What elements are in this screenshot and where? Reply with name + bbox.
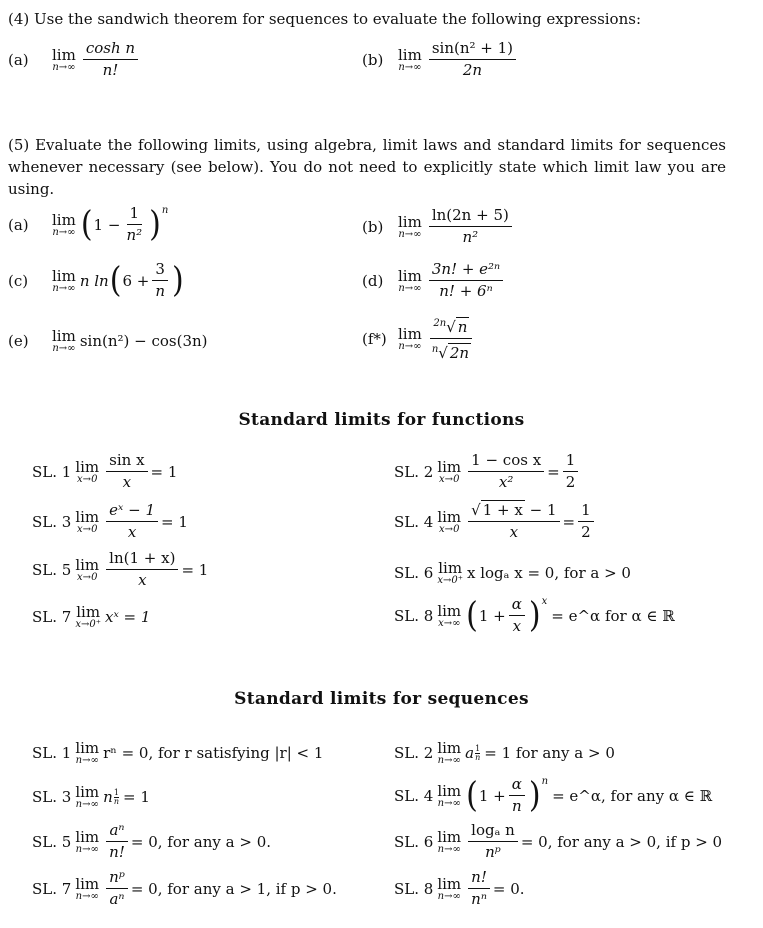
q5-part-d: (d) lim n→∞ $\frac{\text{3n! + e²ⁿ}}{\text{n! + 6ⁿ}}$ [362, 261, 506, 300]
fn-sl8: SL. 8 lim x→∞ ( 1 + $\frac{\alpha}{x}$ ) $^x$ = e^α for α ∈ ℝ [394, 594, 675, 636]
fn-sl5: SL. 5 lim x→0 $\frac{\ln(1 + x)}{x}$ = 1 [32, 549, 209, 589]
q5-intro: (5) Evaluate the following limits, using algebra, limit laws and standard limits for sequences whenever necessary (see below). You do not need to explicitly state which limit law you are using. [8, 136, 726, 198]
fn-sl3: SL. 3 lim x→0 $\frac{\text{eˣ − 1}}{x}$ = 1 [32, 501, 188, 541]
fn-sl6: SL. 6 lim x→0⁺ x logₐ x = 0, for a > 0 [394, 559, 631, 586]
fn-sl2: SL. 2 lim x→0 $\frac{\text{1 − cos x}}{\text{x²}}$ = $\frac{1}{2}$ [394, 452, 581, 491]
q4-part-a: (a) lim n→∞ $\frac{\text{cosh n}}{n!}$ [8, 40, 141, 79]
q5-part-a: (a) lim n→∞ ( 1 − $\frac{1}{\text{n²}}$ ) $^n$ [8, 203, 169, 245]
q5-part-f: (f*) lim n→∞ $\frac{^{2n}√ n}{^n√ 2n}$ [362, 315, 477, 362]
sequences-title: Standard limits for sequences [234, 689, 529, 709]
functions-title: Standard limits for functions [238, 410, 525, 430]
seq-sl5: SL. 5 lim n→∞ $\frac{\text{aⁿ}}{n!}$ = 0, for any a > 0. [32, 821, 272, 861]
seq-sl2: SL. 2 lim n→∞ a $\frac{1}{n}$ = 1 for any a > 0 [394, 739, 615, 766]
fn-sl1: SL. 1 lim x→0 $\frac{\text{sin x}}{x}$ = 1 [32, 451, 178, 491]
q5-part-c: (c) lim n→∞ n ln ( 6 + $\frac{3}{n}$ ) [8, 259, 184, 301]
seq-sl4: SL. 4 lim n→∞ ( 1 + $\frac{\alpha}{n}$ ) $^n$ = e^α, for any α ∈ ℝ [394, 774, 713, 816]
fn-sl7: SL. 7 lim x→0⁺ xˣ = 1 [32, 603, 151, 630]
seq-sl6: SL. 6 lim n→∞ $\frac{\text{logₐ n}}{\text{nᵖ}}$ = 0, for any a > 0, if p > 0 [394, 821, 723, 861]
q5-part-e: (e) lim n→∞ sin(n²) − cos(3n) [8, 327, 208, 354]
seq-sl8: SL. 8 lim n→∞ $\frac{n!}{\text{nⁿ}}$ = 0. [394, 868, 525, 908]
seq-sl3: SL. 3 lim n→∞ n $\frac{1}{n}$ = 1 [32, 783, 150, 810]
fn-sl4: SL. 4 lim x→0 $\frac{√ 1 + x - 1}{x}$ = $\frac{1}{2}$ [394, 502, 597, 541]
q5-part-b: (b) lim n→∞ $\frac{\ln(2n + 5)}{\text{n²}}$ [362, 207, 515, 246]
seq-sl1: SL. 1 lim n→∞ rⁿ = 0, for r satisfying |r| < 1 [32, 739, 324, 766]
seq-sl7: SL. 7 lim n→∞ $\frac{\text{nᵖ}}{\text{aⁿ}}$ = 0, for any a > 1, if p > 0. [32, 868, 337, 908]
q4-intro: (4) Use the sandwich theorem for sequences to evaluate the following expressions: [8, 10, 642, 28]
q4-part-b: (b) lim n→∞ $\frac{\text{sin(n² + 1)}}{2n}$ [362, 40, 519, 79]
